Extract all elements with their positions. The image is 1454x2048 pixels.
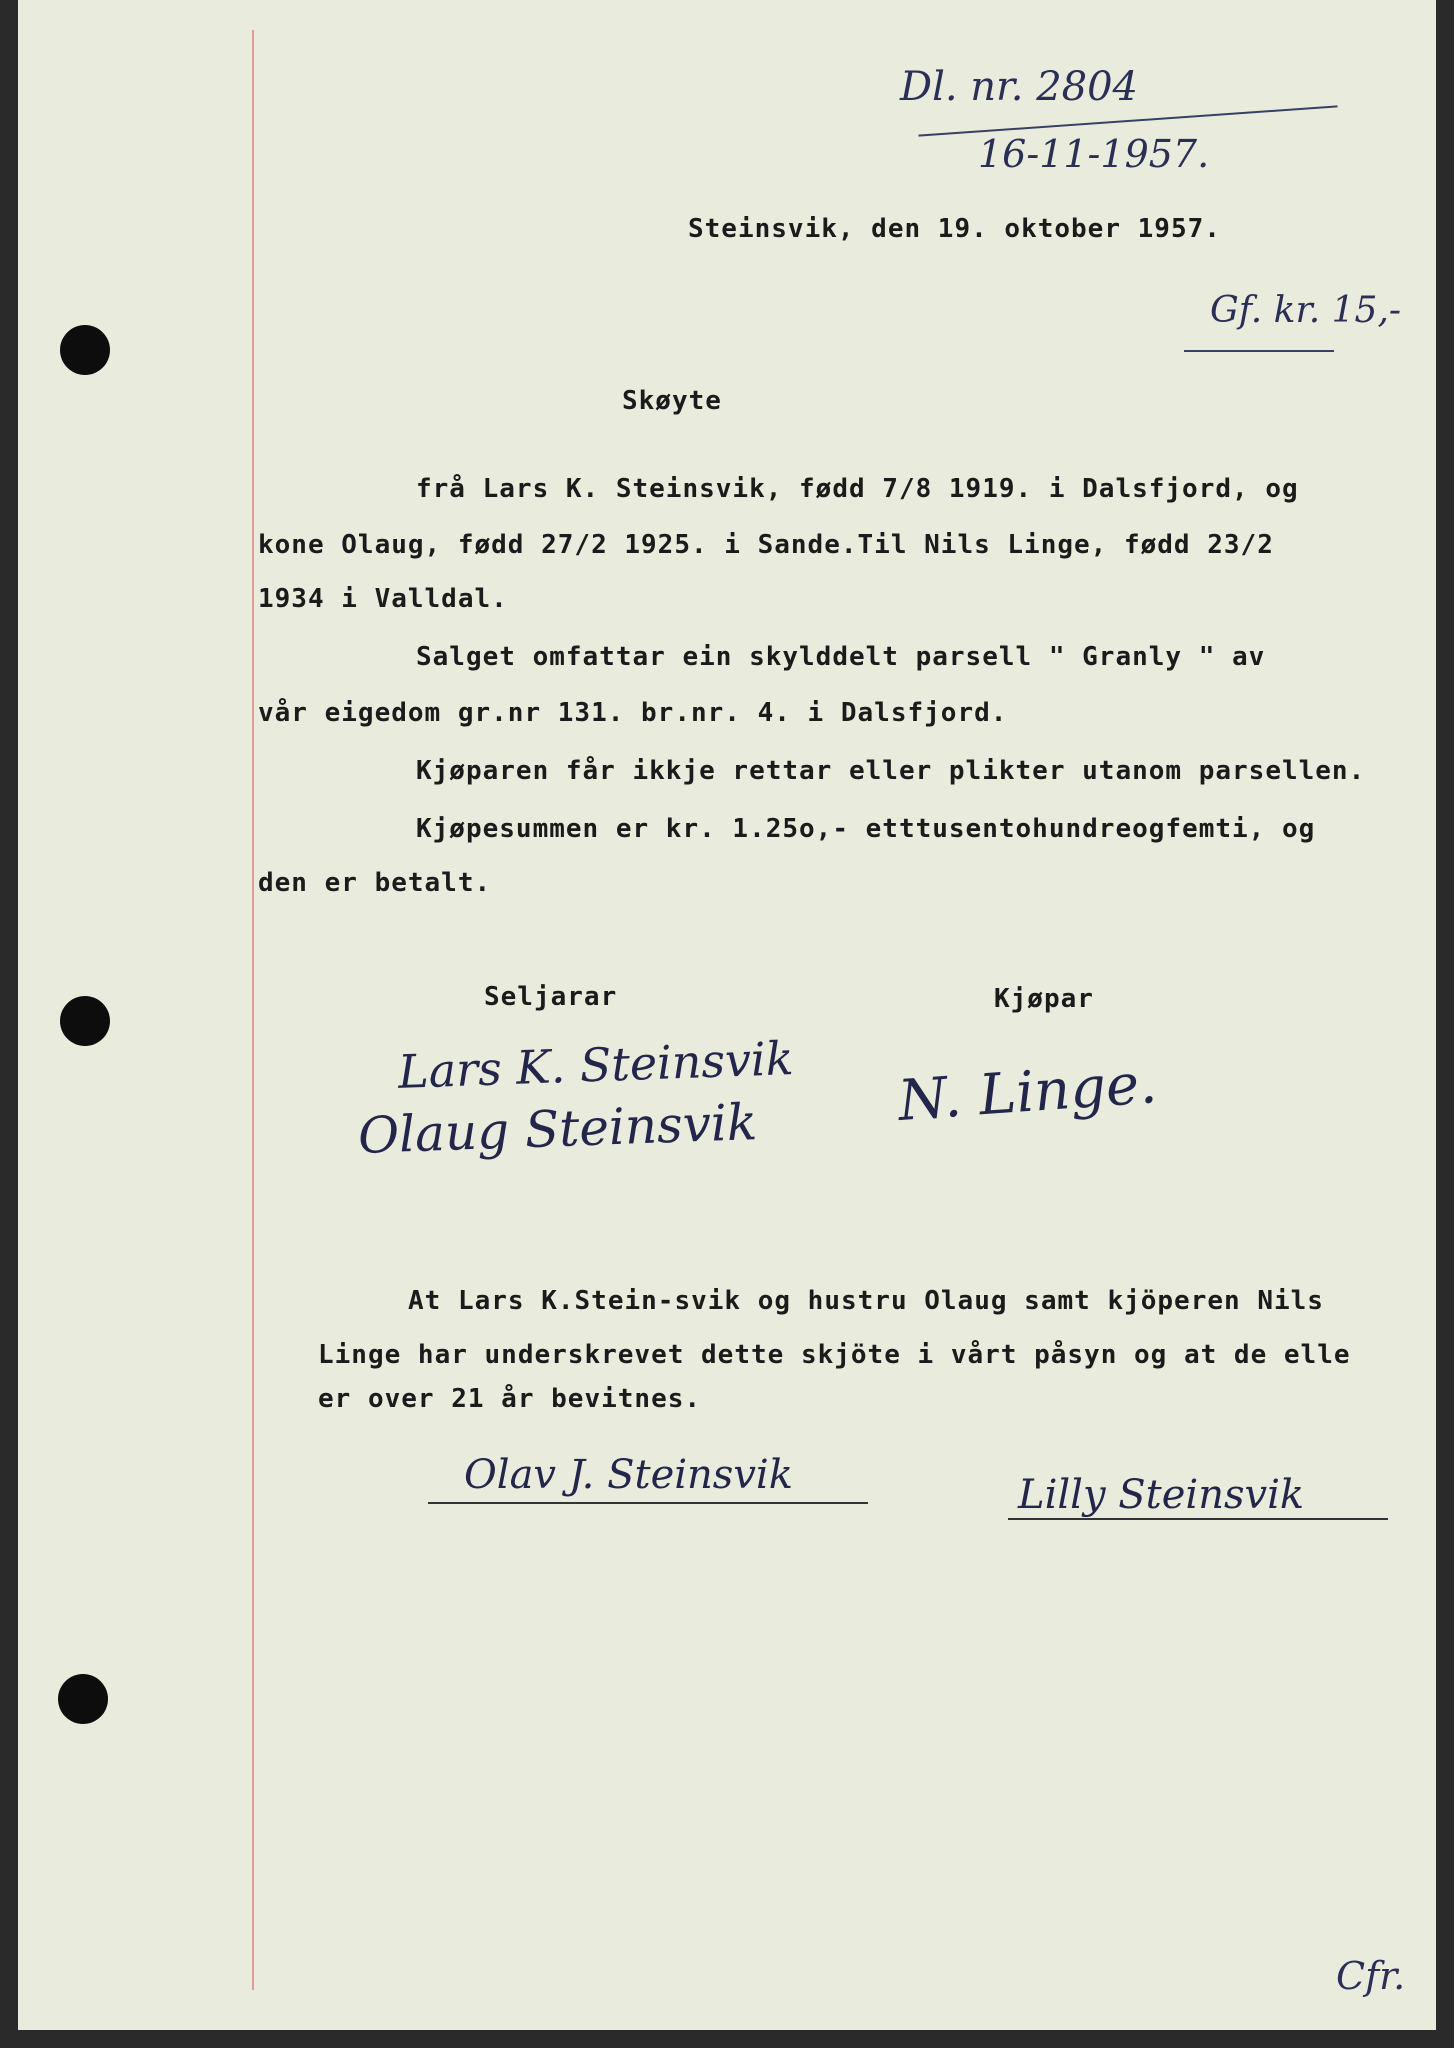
corner-mark: Cfr.	[1336, 1954, 1406, 1998]
document-page	[18, 0, 1436, 2030]
punch-hole	[60, 996, 110, 1046]
body-line: 1934 i Valldal.	[258, 584, 508, 614]
body-line: Salget omfattar ein skylddelt parsell " Granly " av	[416, 642, 1266, 672]
buyer-signature: N. Linge.	[896, 1051, 1159, 1134]
registry-date: 16-11-1957.	[978, 132, 1210, 176]
date-line: Steinsvik, den 19. oktober 1957.	[688, 214, 1221, 244]
witness-line: Linge har underskrevet dette skjöte i vårt påsyn og at de elle	[318, 1340, 1351, 1370]
seller-signature-lars: Lars K. Steinsvik	[397, 1031, 795, 1099]
punch-hole	[58, 1674, 108, 1724]
sellers-label: Seljarar	[484, 982, 618, 1012]
seller-signature-olaug: Olaug Steinsvik	[357, 1093, 759, 1165]
witness-signature-line	[428, 1502, 868, 1504]
witness-line: er over 21 år bevitnes.	[318, 1384, 702, 1414]
registry-number: Dl. nr. 2804	[900, 64, 1139, 110]
body-line: frå Lars K. Steinsvik, fødd 7/8 1919. i Dalsfjord, og	[416, 474, 1299, 504]
witness-signature-olav: Olav J. Steinsvik	[464, 1452, 793, 1498]
body-line: Kjøpesummen er kr. 1.25o,- etttusentohundreogfemti, og	[416, 814, 1316, 844]
body-line: den er betalt.	[258, 868, 492, 898]
punch-hole	[60, 325, 110, 375]
buyer-label: Kjøpar	[994, 984, 1094, 1014]
body-line: Kjøparen får ikkje rettar eller plikter utanom parsellen.	[416, 756, 1366, 786]
fee-underline	[1184, 350, 1334, 352]
fee-note: Gf. kr. 15,-	[1210, 290, 1402, 331]
witness-signature-lilly: Lilly Steinsvik	[1018, 1472, 1305, 1518]
body-line: vår eigedom gr.nr 131. br.nr. 4. i Dalsfjord.	[258, 698, 1008, 728]
body-line: kone Olaug, fødd 27/2 1925. i Sande.Til Nils Linge, fødd 23/2	[258, 530, 1274, 560]
document-title: Skøyte	[622, 386, 722, 416]
witness-signature-line	[1008, 1518, 1388, 1520]
witness-line: At Lars K.Stein-svik og hustru Olaug samt kjöperen Nils	[408, 1286, 1324, 1316]
margin-rule	[252, 30, 254, 1990]
